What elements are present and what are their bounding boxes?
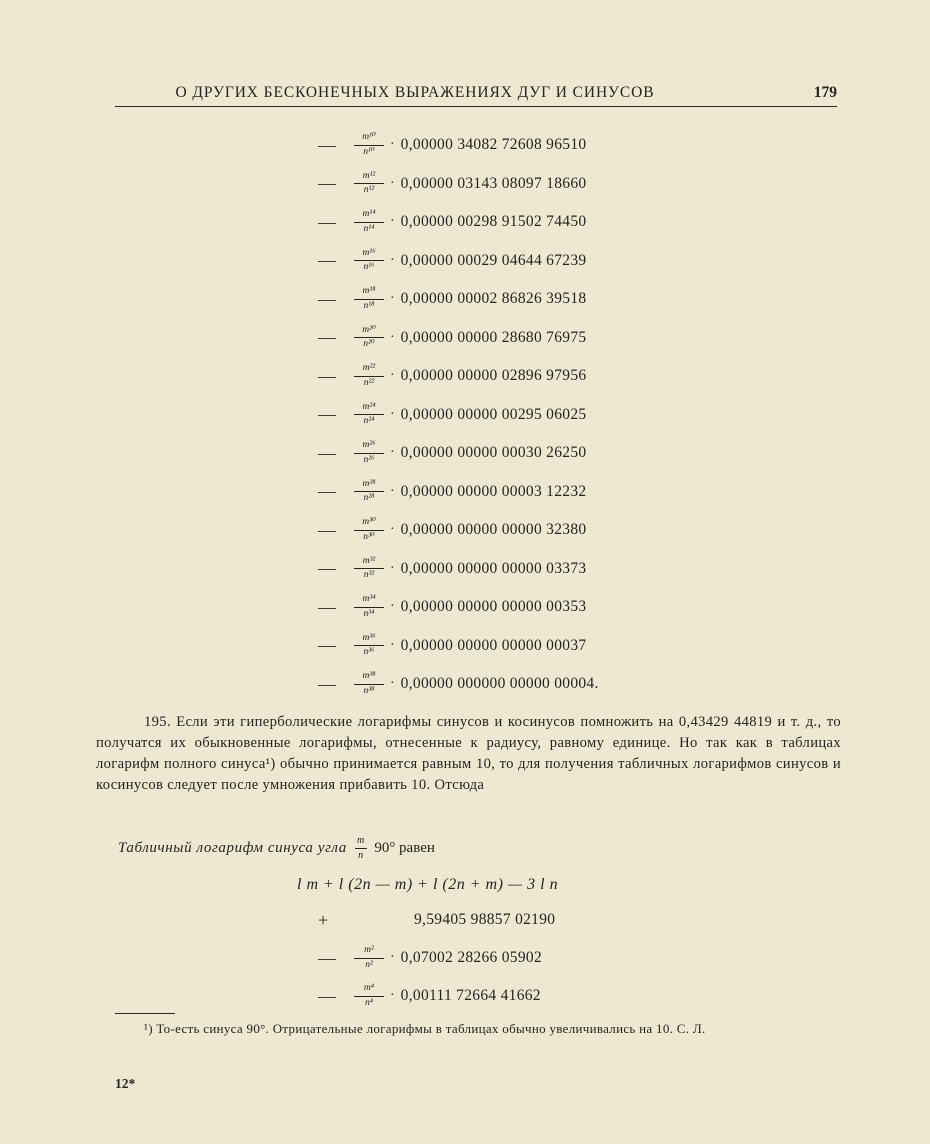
series-term — [318, 588, 599, 627]
term-fraction — [352, 172, 386, 196]
term-value: 0,07002 28266 05902 — [400, 949, 542, 966]
series-term — [318, 126, 599, 165]
term-fraction — [352, 364, 386, 388]
fraction-numerator: m³⁶ — [362, 632, 376, 643]
series-term — [318, 473, 599, 512]
term-fraction — [352, 403, 386, 427]
fraction-denominator: n³² — [363, 570, 375, 581]
fraction-numerator: m³² — [362, 555, 376, 566]
series-term — [318, 242, 599, 281]
term-sign: — — [318, 947, 336, 968]
fraction-numerator: m³⁸ — [362, 671, 376, 682]
term-value: 0,00000 000000 00000 00004. — [400, 675, 599, 693]
series-term — [318, 511, 599, 550]
term-sign: — — [318, 288, 336, 309]
inline-frac-num: m — [356, 835, 365, 846]
multiply-dot: · — [390, 329, 395, 345]
term-fraction — [352, 595, 386, 619]
term-value: 0,00000 00000 28680 76975 — [400, 328, 587, 346]
multiply-dot: · — [390, 560, 395, 576]
multiply-dot: · — [390, 445, 395, 461]
term-sign: — — [318, 985, 336, 1006]
fraction-denominator: n² — [365, 959, 373, 970]
fraction-numerator: m²⁸ — [362, 478, 376, 489]
term-sign: — — [318, 404, 336, 425]
fraction-numerator: m¹⁶ — [362, 247, 376, 258]
term-sign: — — [318, 673, 336, 694]
term-sign: — — [318, 365, 336, 386]
series-term — [318, 977, 555, 1015]
fraction-denominator: n³⁶ — [363, 647, 375, 658]
term-value: 9,59405 98857 02190 — [414, 911, 556, 928]
footnote — [96, 1019, 841, 1039]
multiply-dot: · — [390, 950, 395, 965]
term-fraction — [352, 557, 386, 581]
term-fraction — [352, 210, 386, 234]
fraction-numerator: m⁴ — [363, 983, 375, 993]
term-value: 0,00000 00000 02896 97956 — [400, 367, 587, 385]
footnote-rule — [115, 1013, 175, 1014]
fraction-numerator: m¹⁴ — [362, 209, 376, 220]
term-sign: — — [318, 558, 336, 579]
multiply-dot: · — [390, 599, 395, 615]
term-value: 0,00000 00002 86826 39518 — [400, 290, 587, 308]
multiply-dot: · — [390, 214, 395, 230]
term-fraction — [352, 672, 386, 696]
multiply-dot: · — [390, 175, 395, 191]
multiply-dot: · — [390, 988, 395, 1003]
term-value: 0,00000 00000 00003 12232 — [400, 482, 587, 500]
term-value: 0,00000 00000 00000 00353 — [400, 598, 587, 616]
fraction-numerator: m²² — [362, 363, 376, 374]
multiply-dot: · — [390, 137, 395, 153]
term-sign: — — [318, 442, 336, 463]
term-sign: — — [318, 211, 336, 232]
term-fraction — [352, 133, 386, 157]
term-value: 0,00000 00000 00295 06025 — [400, 405, 587, 423]
term-fraction — [352, 518, 386, 542]
fraction-denominator: n²⁶ — [363, 454, 375, 465]
term-fraction — [352, 984, 386, 1008]
fraction-denominator: n¹⁶ — [363, 262, 375, 273]
term-sign: — — [318, 173, 336, 194]
fraction-denominator: n³⁰ — [363, 531, 375, 542]
header-title: О ДРУГИХ БЕСКОНЕЧНЫХ ВЫРАЖЕНИЯХ ДУГ И СИНУСОВ — [175, 84, 655, 101]
series-bottom — [318, 901, 555, 1015]
multiply-dot: · — [390, 368, 395, 384]
term-sign: — — [318, 481, 336, 502]
term-value: 0,00000 34082 72608 96510 — [400, 136, 587, 154]
multiply-dot: · — [390, 676, 395, 692]
fraction-numerator: m¹⁸ — [362, 286, 376, 297]
multiply-dot: · — [390, 291, 395, 307]
series-term — [318, 396, 599, 435]
term-fraction — [352, 441, 386, 465]
tabular-lead: Табличный логарифм синуса угла — [118, 839, 347, 856]
multiply-dot: · — [390, 406, 395, 422]
fraction-denominator: n²⁴ — [363, 416, 375, 427]
series-term — [318, 665, 599, 704]
multiply-dot: · — [390, 637, 395, 653]
term-fraction — [352, 326, 386, 350]
series-term — [318, 203, 599, 242]
term-sign: + — [318, 909, 329, 930]
fraction-numerator: m¹⁰ — [362, 132, 376, 143]
term-value: 0,00000 00298 91502 74450 — [400, 213, 587, 231]
series-term — [318, 319, 599, 358]
tabular-log-line — [118, 836, 435, 861]
term-value: 0,00000 00000 00000 32380 — [400, 521, 587, 539]
fraction-numerator: m³⁴ — [362, 594, 376, 605]
series-term — [318, 434, 599, 473]
term-sign: — — [318, 635, 336, 656]
term-value: 0,00000 00029 04644 67239 — [400, 251, 587, 269]
fraction-denominator: n¹² — [363, 185, 375, 196]
term-value: 0,00000 03143 08097 18660 — [400, 174, 587, 192]
signature-mark: 12* — [115, 1076, 136, 1091]
fraction-denominator: n¹⁴ — [363, 223, 375, 234]
fraction-denominator: n¹⁰ — [363, 146, 375, 157]
series-term — [318, 280, 599, 319]
term-sign: — — [318, 519, 336, 540]
header-rule — [115, 106, 837, 107]
term-value: 0,00000 00000 00000 03373 — [400, 559, 587, 577]
multiply-dot: · — [390, 252, 395, 268]
inline-fraction — [355, 836, 367, 861]
fraction-numerator: m²⁴ — [362, 401, 376, 412]
page-number: 179 — [813, 84, 837, 101]
term-fraction — [352, 946, 386, 970]
fraction-denominator: n²⁰ — [363, 339, 375, 350]
term-fraction — [352, 480, 386, 504]
term-fraction — [352, 287, 386, 311]
running-header — [115, 84, 837, 108]
fraction-numerator: m² — [364, 945, 374, 955]
series-term — [318, 357, 599, 396]
fraction-denominator: n⁴ — [364, 997, 374, 1008]
term-fraction — [352, 249, 386, 273]
term-sign: — — [318, 596, 336, 617]
multiply-dot: · — [390, 522, 395, 538]
term-value: 0,00111 72664 41662 — [400, 987, 541, 1004]
fraction-denominator: n³⁴ — [363, 608, 375, 619]
fraction-denominator: n²⁸ — [363, 493, 375, 504]
fraction-numerator: m²⁶ — [362, 440, 376, 451]
inline-frac-den: n — [358, 850, 364, 861]
fraction-denominator: n³⁸ — [363, 685, 375, 696]
paragraph-text: 195. Если эти гиперболические логарифмы синусов и косинусов помножить на 0,43429 44819 и т. д., то получатся их обыкновенные логарифмы, отнесенные к радиусу, равному единице. Но так как в таблицах логарифм полного синуса¹) обычно принимается равным 10, то для получения табличных логарифмов синусов и косинусов следует после умножения прибавить 10. Отсюда — [96, 714, 841, 793]
log-formula: l m + l (2n — m) + l (2n + m) — 3 l n — [297, 876, 559, 893]
term-sign: — — [318, 134, 336, 155]
term-fraction — [352, 634, 386, 658]
inline-frac-bar — [355, 848, 367, 849]
footnote-text: ¹) То-есть синуса 90°. Отрицательные логарифмы в таблицах обычно увеличивались на 10. С. Л. — [144, 1021, 706, 1036]
series-term — [318, 939, 555, 977]
series-term — [318, 165, 599, 204]
series-top — [318, 126, 599, 704]
fraction-numerator: m²⁰ — [362, 324, 376, 335]
fraction-denominator: n²² — [363, 377, 375, 388]
fraction-numerator: m¹² — [362, 170, 376, 181]
term-value: 0,00000 00000 00030 26250 — [400, 444, 587, 462]
term-value: 0,00000 00000 00000 00037 — [400, 636, 587, 654]
fraction-denominator: n¹⁸ — [363, 300, 375, 311]
series-term — [318, 550, 599, 589]
fraction-numerator: m³⁰ — [362, 517, 376, 528]
multiply-dot: · — [390, 483, 395, 499]
tabular-tail: 90° равен — [374, 839, 435, 856]
paragraph-195 — [96, 712, 841, 796]
term-sign: — — [318, 250, 336, 271]
series-term — [318, 901, 555, 939]
term-sign: — — [318, 327, 336, 348]
series-term — [318, 627, 599, 666]
